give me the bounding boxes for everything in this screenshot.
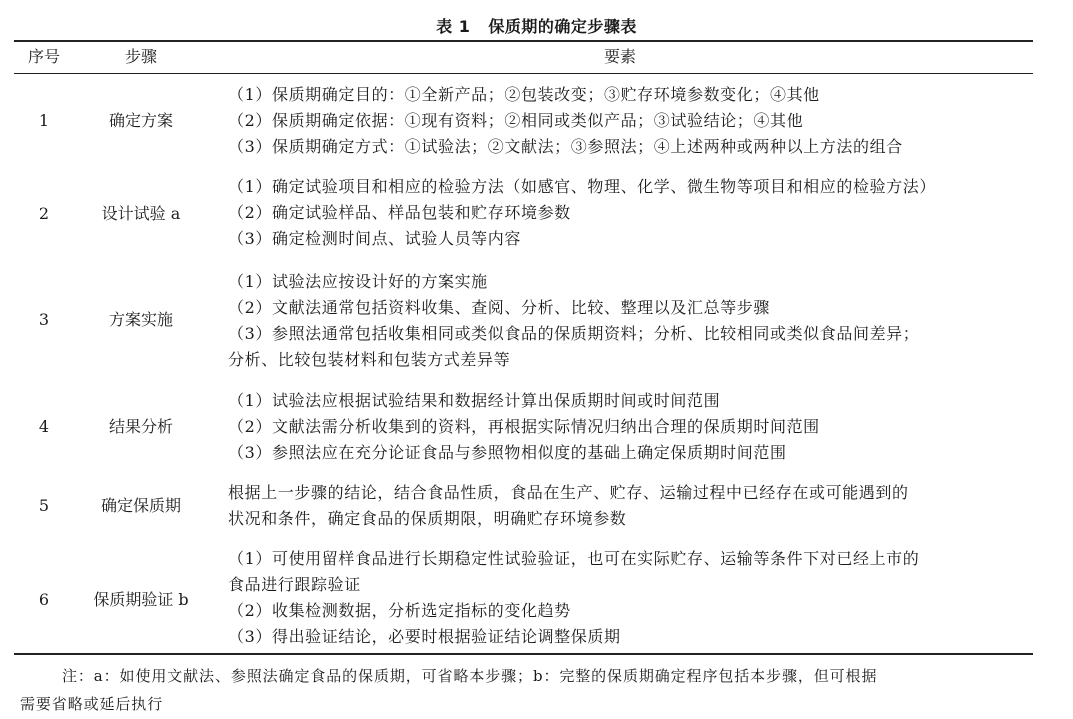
element-line: （3）参照法应在充分论证食品与参照物相似度的基础上确定保质期时间范围 (228, 443, 787, 462)
element-line: （3）保质期确定方式：①试验法；②文献法；③参照法；④上述两种或两种以上方法的组合 (228, 137, 903, 156)
row-step: 结果分析 (108, 417, 173, 436)
element-line: （2）确定试验样品、样品包装和贮存环境参数 (228, 203, 571, 222)
footnote-line: 需要省略或延后执行 (20, 695, 164, 713)
element-line: （2）文献法通常包括资料收集、查阅、分析、比较、整理以及汇总等步骤 (228, 298, 770, 317)
table-title: 保质期的确定步骤表 (488, 17, 637, 36)
element-line: 食品进行跟踪验证 (228, 575, 361, 594)
row-number: 1 (38, 111, 50, 130)
top-rule (14, 40, 1033, 42)
row-number: 3 (38, 310, 50, 329)
row-elements (228, 388, 1028, 466)
header-elements: 要素 (603, 47, 636, 66)
element-line: 状况和条件，确定食品的保质期限，明确贮存环境参数 (228, 509, 627, 528)
row-elements (228, 546, 1028, 650)
element-line: （1）可使用留样食品进行长期稳定性试验验证，也可在实际贮存、运输等条件下对已经上市的 (228, 549, 920, 568)
element-line: （2）收集检测数据，分析选定指标的变化趋势 (228, 601, 571, 620)
table-number: 表 1 (436, 17, 471, 36)
element-line: （1）试验法应根据试验结果和数据经计算出保质期时间或时间范围 (228, 391, 721, 410)
row-number: 5 (38, 496, 50, 515)
element-line: （2）保质期确定依据：①现有资料；②相同或类似产品；③试验结论；④其他 (228, 111, 804, 130)
element-line: （3）得出验证结论，必要时根据验证结论调整保质期 (228, 627, 621, 646)
row-step: 确定方案 (108, 111, 173, 130)
row-number: 6 (38, 590, 50, 609)
header-step: 步骤 (124, 47, 157, 66)
row-step: 方案实施 (108, 310, 173, 329)
row-step: 保质期验证 b (93, 590, 189, 609)
row-step: 确定保质期 (100, 496, 181, 515)
element-line: （2）文献法需分析收集到的资料，再根据实际情况归纳出合理的保质期时间范围 (228, 417, 820, 436)
row-step: 设计试验 a (101, 204, 181, 223)
element-line: （3）参照法通常包括收集相同或类似食品的保质期资料；分析、比较相同或类似食品间差异； (228, 324, 920, 343)
row-elements (228, 480, 1028, 532)
element-line: 根据上一步骤的结论，结合食品性质，食品在生产、贮存、运输过程中已经存在或可能遇到的 (228, 483, 909, 502)
element-line: （3）确定检测时间点、试验人员等内容 (228, 229, 521, 248)
element-line: （1）保质期确定目的：①全新产品；②包装改变；③贮存环境参数变化；④其他 (228, 85, 820, 104)
row-elements (228, 174, 1028, 252)
header-no: 序号 (27, 47, 60, 66)
row-elements (228, 82, 1028, 160)
footnote-line: 注：a：如使用文献法、参照法确定食品的保质期，可省略本步骤；b：完整的保质期确定程序包括本步骤，但可根据 (62, 667, 878, 685)
row-number: 4 (38, 417, 50, 436)
row-elements (228, 269, 1028, 373)
header-rule (14, 73, 1033, 74)
element-line: （1）试验法应按设计好的方案实施 (228, 272, 488, 291)
element-line: （1）确定试验项目和相应的检验方法（如感官、物理、化学、微生物等项目和相应的检验方法） (228, 177, 936, 196)
row-number: 2 (38, 204, 50, 223)
table-footnote (20, 662, 1040, 718)
table-caption (0, 14, 1073, 37)
bottom-rule (14, 653, 1033, 655)
element-line: 分析、比较包装材料和包装方式差异等 (228, 350, 511, 369)
